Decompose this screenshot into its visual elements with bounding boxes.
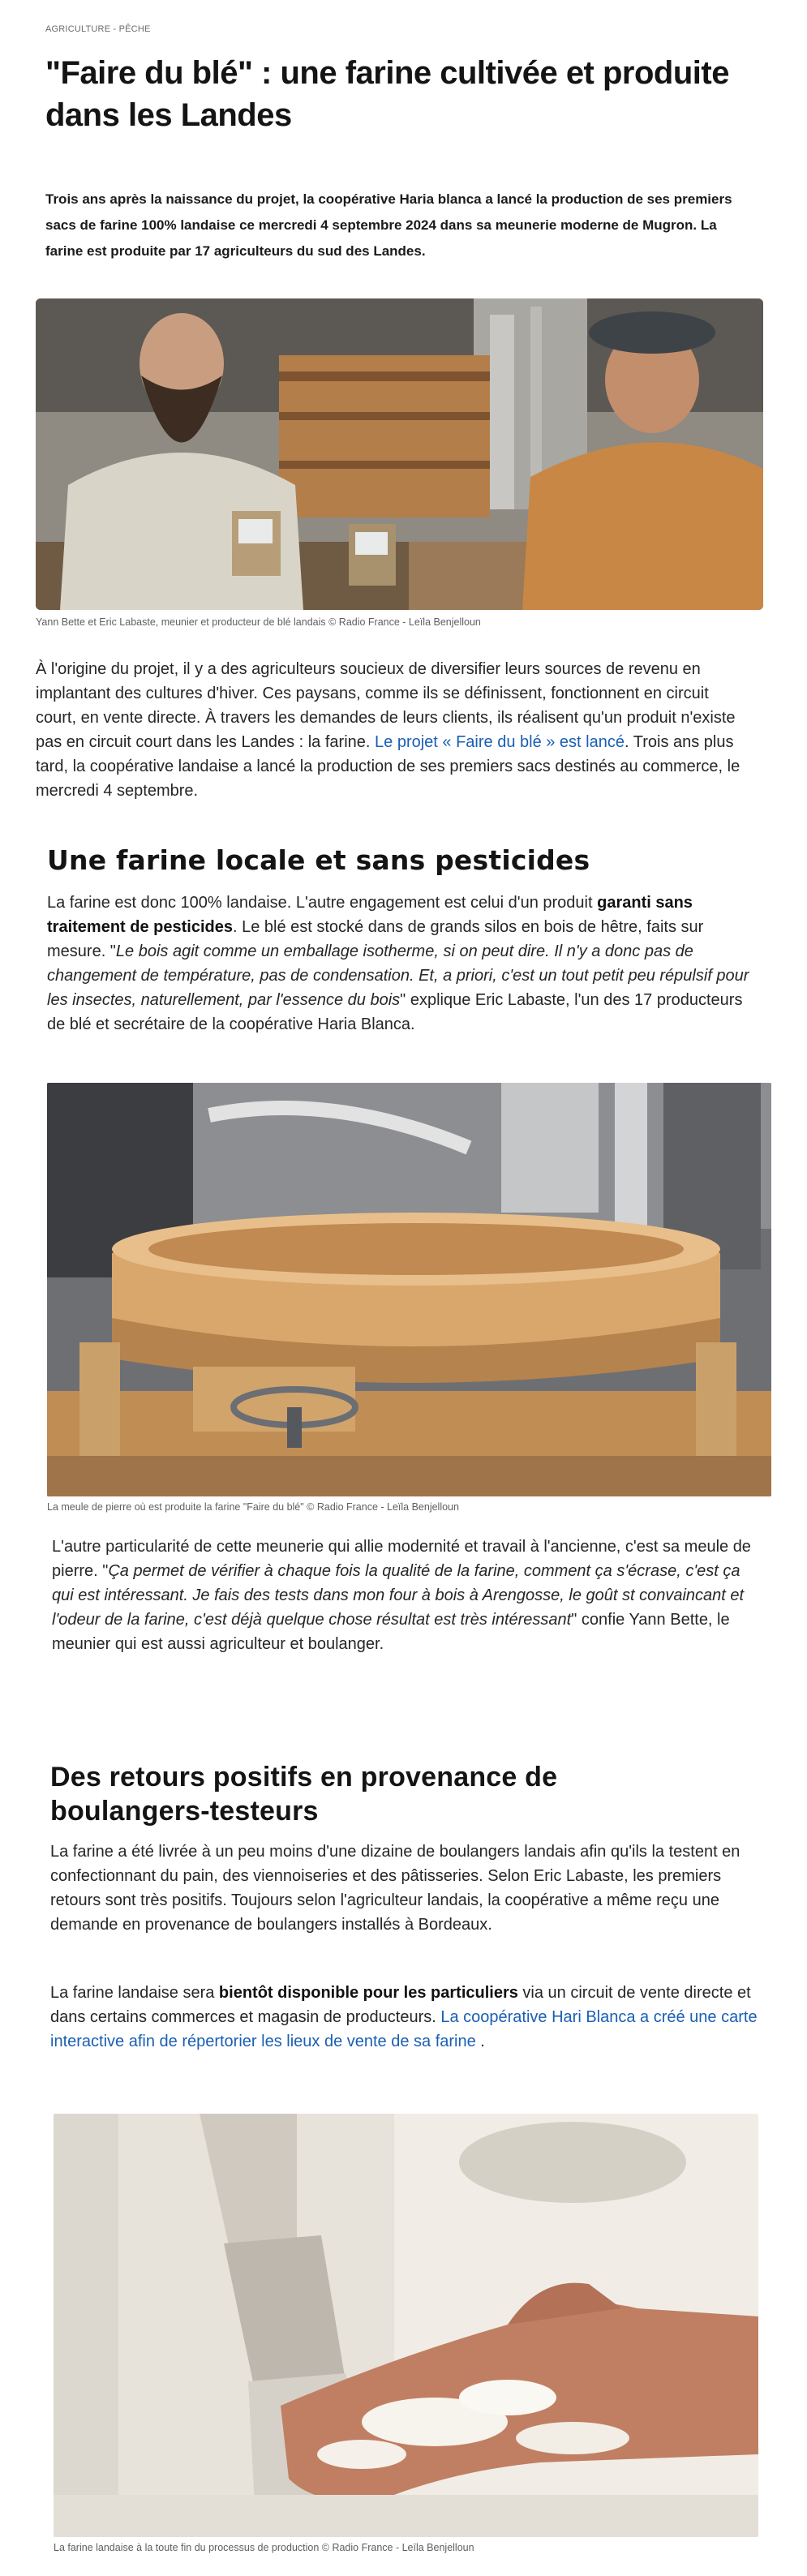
paragraph-availability [50,1981,761,2054]
paragraph-pesticides-bold: garanti sans traitement de pesticides [47,894,693,936]
paragraph-bakers: La farine a été livrée à un peu moins d'une dizaine de boulangers landais afin qu'ils la testent en confectionnant du pain, des viennoiseries et des pâtisseries. Selon Eric Labaste, les premiers retours sont très positifs. Toujours selon l'agriculteur landais, la coopérative a même reçu une demande en provenance de boulangers installés à Bordeaux. [50,1843,740,1934]
link-interactive-map[interactable]: La coopérative Hari Blanca a créé une carte interactive afin de répertorier les lieux de vente de sa farine [50,2008,758,2050]
paragraph-availability-text-c: . [475,2033,485,2050]
photo-3-caption: La farine landaise à la toute fin du processus de production © Radio France - Leïla Benjelloun [54,2542,474,2553]
photo-1-caption: Yann Bette et Eric Labaste, meunier et producteur de blé landais © Radio France - Leïla Benjelloun [36,616,481,628]
paragraph-pesticides [47,891,761,1037]
paragraph-origin-tail: . Trois ans plus tard, la coopérative landaise a lancé la production de ses premiers sacs destinés au commerce, le mercredi 4 septembre. [36,733,740,800]
paragraph-millstone-text-b: " confie Yann Bette, le meunier qui est aussi agriculteur et boulanger. [52,1611,730,1653]
paragraph-availability-text-b: via un circuit de vente directe et dans certains commerces et magasin de producteurs. [50,1984,751,2026]
section-heading-feedback: Des retours positifs en provenance de boulangers-testeurs [50,1762,558,1827]
paragraph-availability-bold: bientôt disponible pour les particuliers [218,1984,518,2002]
link-projet-faire-du-ble[interactable]: Le projet « Faire du blé » est lancé [375,733,625,751]
paragraph-pesticides-text-a: La farine est donc 100% landaise. L'autre engagement est celui d'un produit [47,894,598,912]
photo-millers-with-flour[interactable] [36,298,763,610]
paragraph-millstone-text-a: L'autre particularité de cette meunerie qui allie modernité et travail à l'ancienne, c'est sa meule de pierre. " [52,1538,751,1580]
paragraph-pesticides-text-c: " explique Eric Labaste, l'un des 17 producteurs de blé et secrétaire de la coopérative Haria Blanca. [47,991,743,1033]
article-lead: Trois ans après la naissance du projet, la coopérative Haria blanca a lancé la production de ses premiers sacs de farine 100% landaise ce mercredi 4 septembre 2024 dans sa meunerie moderne de Mugron. La farine est produite par 17 agriculteurs du sud des Landes. [45,191,732,259]
paragraph-availability-text-a: La farine landaise sera [50,1984,219,2002]
quote-eric-labaste: Le bois agit comme un emballage isotherme, si on peut dire. Il n'y a donc pas de changement de température, pas de condensation. Et, a priori, c'est un tout petit peu répulsif pour les insectes, naturellement, par l'essence du bois [47,942,749,1009]
paragraph-millstone [52,1535,758,1656]
article-category[interactable]: AGRICULTURE - PÊCHE [45,24,151,34]
section-heading-local-flour: Une farine locale et sans pesticides [47,844,590,876]
paragraph-origin [36,657,749,803]
photo-2-caption: La meule de pierre où est produite la farine "Faire du blé" © Radio France - Leïla Benjelloun [47,1501,459,1513]
photo-flour-hand[interactable] [54,2114,758,2537]
paragraph-origin-text: À l'origine du projet, il y a des agriculteurs soucieux de diversifier leurs sources de revenu en implantant des cultures d'hiver. Ces paysans, comme ils se définissent, fonctionnent en circuit court, en vente directe. À travers les demandes de leurs clients, ils réalisent qu'un produit n'existe pas en circuit court dans les Landes : la farine. [36,660,736,751]
photo-millstone[interactable] [47,1083,771,1496]
article-title: "Faire du blé" : une farine cultivée et produite dans les Landes [45,55,729,133]
quote-yann-bette: Ça permet de vérifier à chaque fois la qualité de la farine, comment ça s'écrase, c'est ça qui est intéressant. Je fais des tests dans mon four à bois à Arengosse, le goût st convaincant et l'odeur de la farine, c'est déjà quelque chose résultat est très intéressant [52,1562,745,1629]
paragraph-pesticides-text-b: . Le blé est stocké dans de grands silos en bois de hêtre, faits sur mesure. " [47,918,704,960]
